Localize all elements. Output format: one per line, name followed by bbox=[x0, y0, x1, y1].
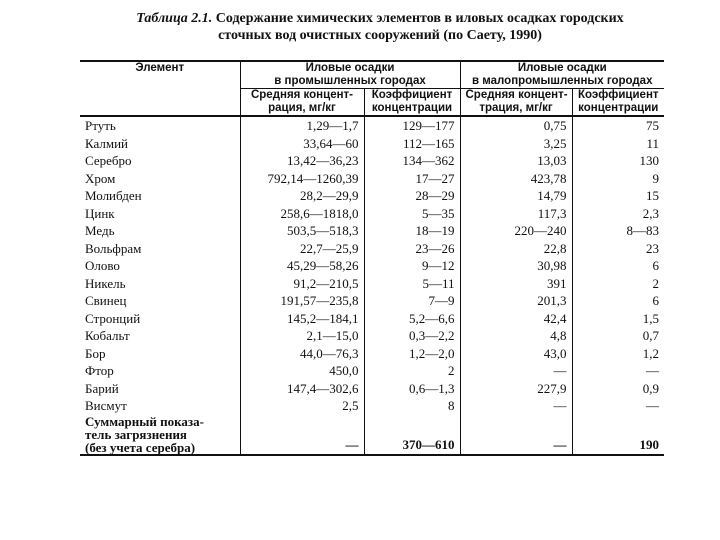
cell-coef-lowindustrial: 15 bbox=[646, 188, 659, 203]
cell-element-name: Калмий bbox=[80, 135, 240, 153]
summary-label-line: (без учета серебра) bbox=[85, 439, 196, 455]
cell-element-name: Свинец bbox=[80, 292, 240, 310]
cell-avg-industrial: 258,6—1818,0 bbox=[240, 205, 364, 223]
cell-element-name: Стронций bbox=[80, 310, 240, 328]
cell-coef-industrial: 1,2—2,0 bbox=[364, 345, 460, 363]
cell-avg-lowindustrial: 3,25 bbox=[460, 135, 572, 153]
cell-coef-industrial: 129—177 bbox=[364, 116, 460, 135]
cell-element-name: Хром bbox=[80, 170, 240, 188]
summary-avg-lowindustrial: — bbox=[460, 415, 572, 455]
cell-element-name: Медь bbox=[80, 222, 240, 240]
cell-element-name: Кобальт bbox=[80, 327, 240, 345]
summary-row bbox=[80, 415, 664, 455]
cell-coef-lowindustrial: 75 bbox=[646, 118, 659, 133]
header-coef-lowindustrial-l1: Коэффициент bbox=[577, 89, 659, 101]
header-group-industrial-line2: в промышленных городах bbox=[274, 75, 426, 87]
cell-avg-industrial: 33,64—60 bbox=[240, 135, 364, 153]
header-element: Элемент bbox=[80, 61, 240, 116]
header-avg-lowindustrial-l2: трация, мг/кг bbox=[479, 102, 553, 114]
cell-avg-lowindustrial: 117,3 bbox=[460, 205, 572, 223]
cell-avg-lowindustrial: 43,0 bbox=[460, 345, 572, 363]
cell-avg-lowindustrial: 220—240 bbox=[460, 222, 572, 240]
header-avg-lowindustrial bbox=[460, 89, 572, 117]
cell-element-name: Молибден bbox=[80, 187, 240, 205]
table-row bbox=[80, 116, 664, 135]
table-row bbox=[80, 327, 664, 345]
header-coef-lowindustrial bbox=[572, 89, 664, 117]
cell-coef-lowindustrial: 2 bbox=[652, 275, 659, 291]
summary-coef-industrial: 370—610 bbox=[364, 415, 460, 455]
table-caption bbox=[80, 10, 680, 44]
cell-coef-lowindustrial: 23 bbox=[646, 240, 659, 256]
cell-element-name: Фтор bbox=[80, 362, 240, 380]
cell-coef-lowindustrial: 9 bbox=[652, 170, 659, 186]
table-row bbox=[80, 240, 664, 258]
cell-avg-industrial: 13,42—36,23 bbox=[240, 152, 364, 170]
cell-avg-lowindustrial: 423,78 bbox=[460, 170, 572, 188]
summary-coef-lowindustrial: 190 bbox=[572, 415, 664, 455]
cell-coef-lowindustrial: 2,3 bbox=[642, 205, 659, 221]
cell-avg-industrial: 450,0 bbox=[240, 362, 364, 380]
cell-coef-industrial: 5,2—6,6 bbox=[364, 310, 460, 328]
cell-avg-lowindustrial: 201,3 bbox=[460, 292, 572, 310]
header-group-industrial bbox=[240, 61, 460, 89]
cell-coef-industrial: 8 bbox=[364, 397, 460, 415]
header-group-lowindustrial bbox=[460, 61, 664, 89]
header-group-lowindustrial-line2: в малопромышленных городах bbox=[472, 75, 653, 87]
cell-avg-industrial: 2,1—15,0 bbox=[240, 327, 364, 345]
cell-element-name: Висмут bbox=[80, 397, 240, 415]
header-coef-industrial-l2: концентрации bbox=[371, 102, 453, 114]
table-row bbox=[80, 152, 664, 170]
table-row bbox=[80, 380, 664, 398]
header-coef-industrial-l1: Коэффициент bbox=[371, 89, 453, 101]
cell-element-name: Цинк bbox=[80, 205, 240, 223]
cell-coef-industrial: 112—165 bbox=[364, 135, 460, 153]
cell-avg-industrial: 2,5 bbox=[240, 397, 364, 415]
caption-label: Таблица 2.1. bbox=[136, 11, 213, 26]
caption-text: Содержание химических элементов в иловых осадках городских bbox=[215, 11, 624, 26]
cell-coef-lowindustrial: 0,9 bbox=[642, 380, 659, 396]
cell-avg-industrial: 45,29—58,26 bbox=[240, 257, 364, 275]
cell-avg-industrial: 792,14—1260,39 bbox=[240, 170, 364, 188]
cell-avg-lowindustrial: 4,8 bbox=[460, 327, 572, 345]
cell-avg-industrial: 28,2—29,9 bbox=[240, 187, 364, 205]
table-row bbox=[80, 362, 664, 380]
table-row bbox=[80, 345, 664, 363]
cell-coef-industrial: 23—26 bbox=[364, 240, 460, 258]
table-row bbox=[80, 205, 664, 223]
table-row bbox=[80, 292, 664, 310]
cell-avg-lowindustrial: — bbox=[460, 362, 572, 380]
cell-coef-industrial: 7—9 bbox=[364, 292, 460, 310]
cell-coef-industrial: 5—35 bbox=[364, 205, 460, 223]
caption-line-2: сточных вод очистных сооружений (по Саету, 1990) bbox=[218, 28, 542, 43]
cell-avg-lowindustrial: 227,9 bbox=[460, 380, 572, 398]
summary-label-line: тель загрязнения bbox=[85, 426, 187, 442]
cell-coef-lowindustrial: 0,7 bbox=[642, 328, 659, 343]
summary-label bbox=[80, 415, 240, 455]
cell-coef-lowindustrial: 6 bbox=[652, 293, 659, 308]
table-row bbox=[80, 310, 664, 328]
header-avg-industrial-l1: Средняя концент- bbox=[250, 89, 354, 101]
cell-avg-industrial: 22,7—25,9 bbox=[240, 240, 364, 258]
cell-coef-industrial: 0,3—2,2 bbox=[364, 327, 460, 345]
header-row-groups bbox=[80, 61, 664, 89]
cell-coef-industrial: 17—27 bbox=[364, 170, 460, 188]
cell-coef-lowindustrial: — bbox=[646, 363, 659, 378]
cell-coef-industrial: 2 bbox=[364, 362, 460, 380]
table-row bbox=[80, 257, 664, 275]
cell-element-name: Серебро bbox=[80, 152, 240, 170]
table-row bbox=[80, 222, 664, 240]
cell-avg-lowindustrial: 0,75 bbox=[460, 116, 572, 135]
cell-element-name: Олово bbox=[80, 257, 240, 275]
cell-avg-industrial: 1,29—1,7 bbox=[240, 116, 364, 135]
cell-coef-industrial: 5—11 bbox=[364, 275, 460, 293]
cell-avg-lowindustrial: 42,4 bbox=[460, 310, 572, 328]
cell-coef-industrial: 28—29 bbox=[364, 187, 460, 205]
cell-coef-industrial: 0,6—1,3 bbox=[364, 380, 460, 398]
table-row bbox=[80, 135, 664, 153]
cell-coef-lowindustrial: 1,2 bbox=[642, 345, 659, 361]
cell-element-name: Никель bbox=[80, 275, 240, 293]
cell-element-name: Ртуть bbox=[80, 116, 240, 135]
header-avg-industrial bbox=[240, 89, 364, 117]
cell-avg-lowindustrial: 13,03 bbox=[460, 152, 572, 170]
cell-avg-industrial: 503,5—518,3 bbox=[240, 222, 364, 240]
table-row bbox=[80, 187, 664, 205]
cell-avg-industrial: 191,57—235,8 bbox=[240, 292, 364, 310]
cell-coef-industrial: 18—19 bbox=[364, 222, 460, 240]
cell-avg-industrial: 147,4—302,6 bbox=[240, 380, 364, 398]
cell-element-name: Барий bbox=[80, 380, 240, 398]
elements-table bbox=[80, 60, 664, 456]
summary-label-line: Суммарный показа- bbox=[85, 413, 204, 429]
cell-coef-lowindustrial: 11 bbox=[646, 135, 659, 151]
header-avg-lowindustrial-l1: Средняя концент- bbox=[465, 89, 568, 101]
cell-avg-industrial: 91,2—210,5 bbox=[240, 275, 364, 293]
cell-coef-industrial: 134—362 bbox=[364, 152, 460, 170]
table-row bbox=[80, 170, 664, 188]
cell-avg-lowindustrial: — bbox=[460, 397, 572, 415]
cell-element-name: Бор bbox=[80, 345, 240, 363]
header-group-lowindustrial-line1: Иловые осадки bbox=[517, 62, 607, 74]
cell-avg-lowindustrial: 391 bbox=[460, 275, 572, 293]
cell-avg-industrial: 145,2—184,1 bbox=[240, 310, 364, 328]
summary-avg-industrial: — bbox=[240, 415, 364, 455]
header-avg-industrial-l2: рация, мг/кг bbox=[268, 102, 336, 114]
table-row bbox=[80, 397, 664, 415]
cell-coef-lowindustrial: 130 bbox=[639, 153, 659, 168]
cell-avg-lowindustrial: 30,98 bbox=[460, 257, 572, 275]
header-coef-industrial bbox=[364, 89, 460, 117]
cell-coef-industrial: 9—12 bbox=[364, 257, 460, 275]
cell-coef-lowindustrial: — bbox=[646, 398, 659, 413]
cell-avg-industrial: 44,0—76,3 bbox=[240, 345, 364, 363]
cell-coef-lowindustrial: 1,5 bbox=[642, 310, 659, 326]
cell-coef-lowindustrial: 8—83 bbox=[626, 223, 659, 238]
cell-avg-lowindustrial: 14,79 bbox=[460, 187, 572, 205]
cell-avg-lowindustrial: 22,8 bbox=[460, 240, 572, 258]
cell-coef-lowindustrial: 6 bbox=[652, 258, 659, 273]
header-group-industrial-line1: Иловые осадки bbox=[305, 62, 395, 74]
cell-element-name: Вольфрам bbox=[80, 240, 240, 258]
table-row bbox=[80, 275, 664, 293]
caption-line-1 bbox=[80, 10, 680, 27]
header-coef-lowindustrial-l2: концентрации bbox=[578, 102, 659, 114]
